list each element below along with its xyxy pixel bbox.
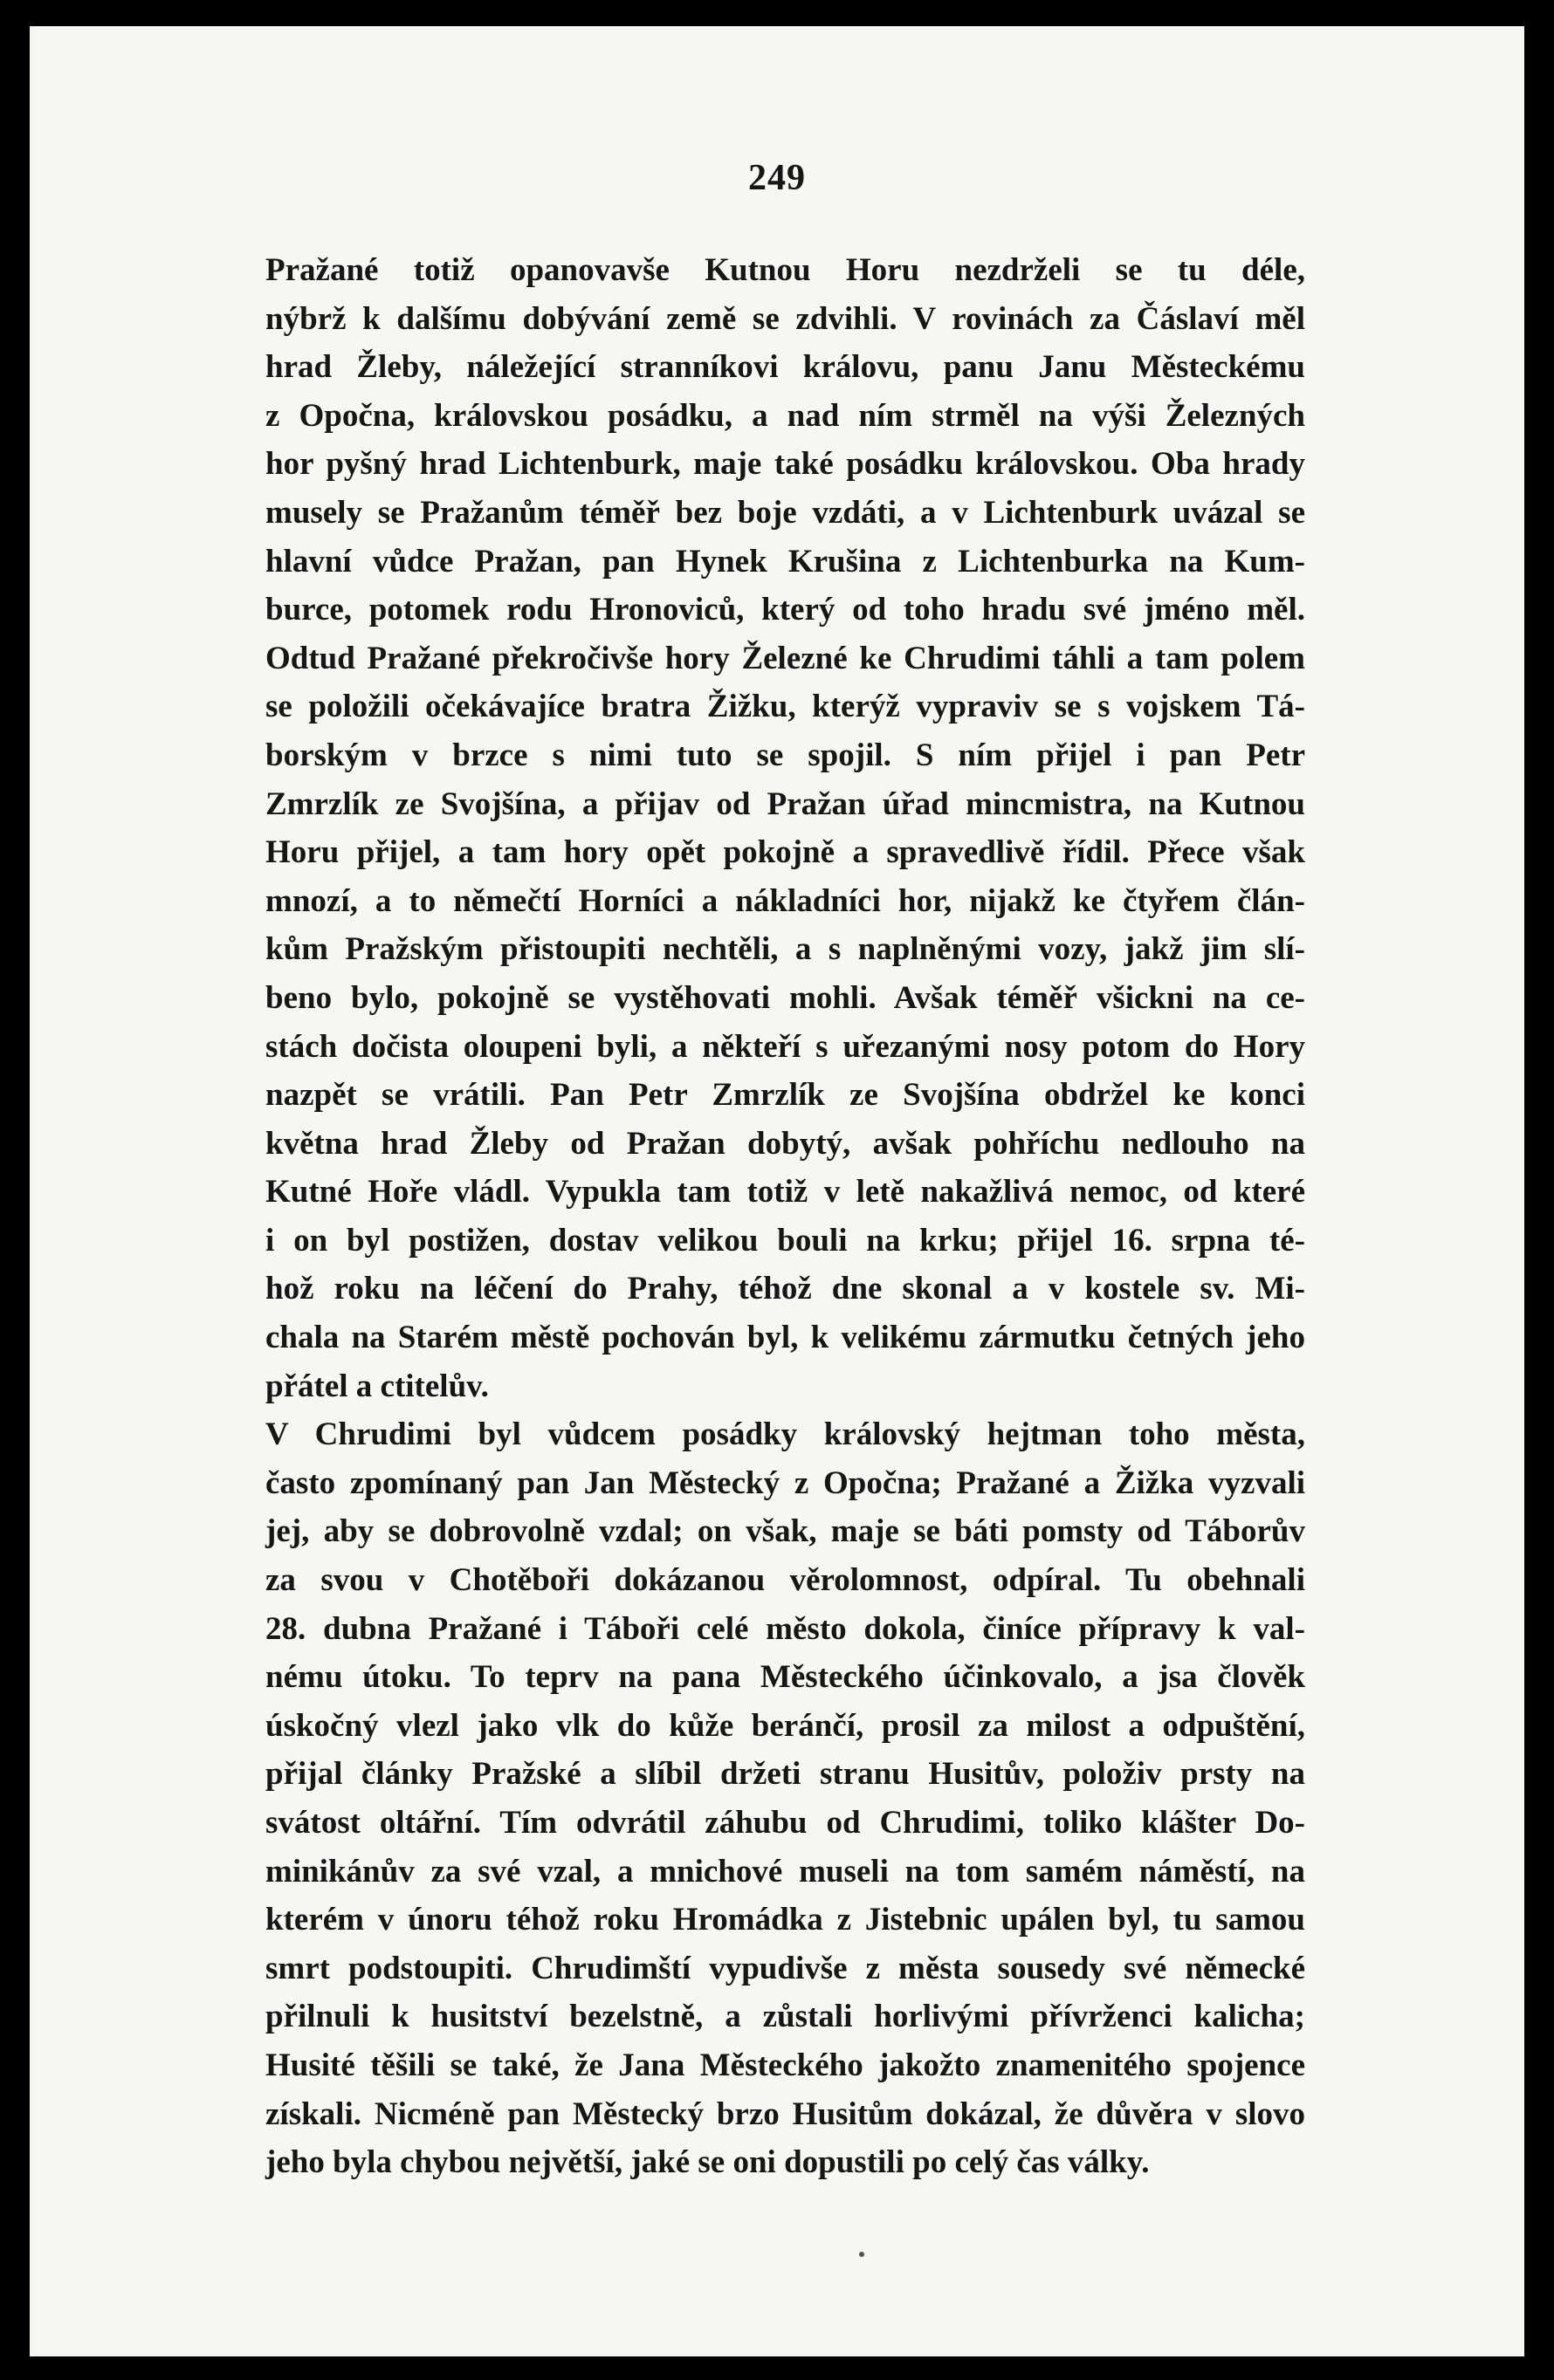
paragraph-2: [181, 1410, 1305, 2187]
text-line: nazpět se vrátili. Pan Petr Zmrzlík ze Svojšína obdržel ke konci: [265, 1077, 1305, 1114]
text-line: V Chrudimi byl vůdcem posádky královský hejtman toho města,: [265, 1416, 1305, 1453]
text-line: přijal články Pražské a slíbil držeti stranu Husitův, položiv prsty na: [265, 1756, 1305, 1793]
text-line: burce, potomek rodu Hronoviců, který od toho hradu své jméno měl.: [265, 592, 1305, 628]
body-text: [181, 246, 1305, 2187]
text-line: borským v brzce s nimi tuto se spojil. S ním přijel i pan Petr: [265, 737, 1305, 773]
text-line: minikánův za své vzal, a mnichové museli na tom samém náměstí, na: [265, 1853, 1305, 1890]
text-line: přilnuli k husitství bezelstně, a zůstali horlivými přívrženci kalicha;: [265, 1999, 1305, 2035]
text-line: hor pyšný hrad Lichtenburk, maje také posádku královskou. Oba hrady: [265, 446, 1305, 483]
scan-speck: [859, 2252, 864, 2257]
text-line: nýbrž k dalšímu dobývání země se zdvihli. V rovinách za Čáslaví měl: [265, 300, 1305, 337]
text-line: nému útoku. To teprv na pana Městeckého účinkovalo, a jsa člověk: [265, 1659, 1305, 1696]
text-line: hož roku na léčení do Prahy, téhož dne skonal a v kostele sv. Mi-: [265, 1271, 1305, 1307]
text-line: Husité těšili se také, že Jana Městeckého jakožto znamenitého spojence: [265, 2047, 1305, 2083]
text-line: přátel a ctitelův.: [265, 1368, 489, 1404]
text-line: často zpomínaný pan Jan Městecký z Opočna; Pražané a Žižka vyzvali: [265, 1464, 1305, 1501]
scanned-page: [30, 26, 1524, 2356]
text-line: 28. dubna Pražané i Táboři celé město dokola, činíce přípravy k val-: [265, 1610, 1305, 1647]
text-line: z Opočna, královskou posádku, a nad ním strměl na výši Železných: [265, 397, 1305, 434]
text-line: chala na Starém městě pochován byl, k velikému zármutku četných jeho: [265, 1320, 1305, 1356]
text-line: kterém v únoru téhož roku Hromádka z Jistebnic upálen byl, tu samou: [265, 1902, 1305, 1938]
text-line: jeho byla chybou největší, jaké se oni dopustili po celý čas války.: [265, 2144, 1150, 2181]
text-line: úskočný vlezl jako vlk do kůže beránčí, prosil za milost a odpuštění,: [265, 1707, 1305, 1744]
paragraph-1: [181, 246, 1305, 1410]
text-line: mnozí, a to němečtí Horníci a nákladníci hor, nijakž ke čtyřem člán-: [265, 882, 1305, 919]
text-line: za svou v Chotěboři dokázanou věrolomnost, odpíral. Tu obehnali: [265, 1562, 1305, 1599]
text-line: Kutné Hoře vládl. Vypukla tam totiž v letě nakažlivá nemoc, od které: [265, 1174, 1305, 1211]
text-line: získali. Nicméně pan Městecký brzo Husitům dokázal, že důvěra v slovo: [265, 2095, 1305, 2132]
text-line: května hrad Žleby od Pražan dobytý, avšak pohříchu nedlouho na: [265, 1125, 1305, 1162]
text-line: stách dočista oloupeni byli, a někteří s uřezanými nosy potom do Hory: [265, 1028, 1305, 1065]
text-line: i on byl postižen, dostav velikou bouli na krku; přijel 16. srpna té-: [265, 1222, 1305, 1259]
text-line: jej, aby se dobrovolně vzdal; on však, maje se báti pomsty od Táborův: [265, 1513, 1305, 1550]
text-line: beno bylo, pokojně se vystěhovati mohli. Avšak téměř všickni na ce-: [265, 979, 1305, 1016]
text-line: kům Pražským přistoupiti nechtěli, a s naplněnými vozy, jakž jim slí-: [265, 931, 1305, 968]
text-line: svátost oltářní. Tím odvrátil záhubu od Chrudimi, toliko klášter Do-: [265, 1805, 1305, 1841]
text-line: musely se Pražanům téměř bez boje vzdáti, a v Lichtenburk uvázal se: [265, 494, 1305, 531]
text-line: se položili očekávajíce bratra Žižku, kterýž vypraviv se s vojskem Tá-: [265, 689, 1305, 725]
text-line: Zmrzlík ze Svojšína, a přijav od Pražan úřad mincmistra, na Kutnou: [265, 785, 1305, 822]
text-line: Odtud Pražané překročivše hory Železné ke Chrudimi táhli a tam polem: [265, 640, 1305, 676]
text-line: smrt podstoupiti. Chrudimští vypudivše z města sousedy své německé: [265, 1950, 1305, 1986]
text-line: Pražané totiž opanovavše Kutnou Horu nezdrželi se tu déle,: [265, 252, 1305, 288]
page-number: 249: [748, 158, 806, 198]
text-line: Horu přijel, a tam hory opět pokojně a spravedlivě řídil. Přece však: [265, 834, 1305, 871]
text-line: hrad Žleby, náležející stranníkovi královu, panu Janu Městeckému: [265, 349, 1305, 386]
text-line: hlavní vůdce Pražan, pan Hynek Krušina z Lichtenburka na Kum-: [265, 543, 1305, 580]
